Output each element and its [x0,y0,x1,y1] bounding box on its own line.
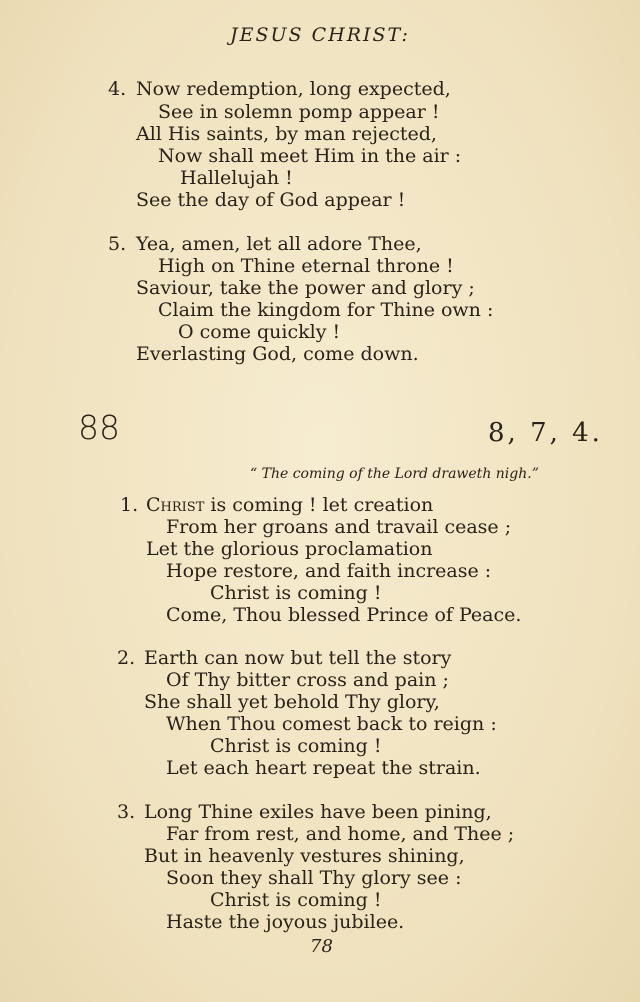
verse-line-first [146,494,433,516]
verse-line: When Thou comest back to reign : [166,713,497,735]
hymn-meter: 8, 7, 4. [488,418,603,448]
hymn-number: 88 [78,408,120,447]
verse-number: 5. [108,233,127,255]
verse-line: Christ is coming ! [210,889,382,911]
verse-number: 3. [117,801,136,823]
verse-line: She shall yet behold Thy glory, [144,691,440,713]
verse-line: Earth can now but tell the story [144,647,452,669]
verse-line: O come quickly ! [178,321,341,343]
verse-line: Now redemption, long expected, [136,78,451,100]
verse-line: Hallelujah ! [180,167,293,189]
verse-line: Yea, amen, let all adore Thee, [136,233,422,255]
verse-line: Christ is coming ! [210,582,382,604]
verse-line: High on Thine eternal throne ! [158,255,454,277]
verse-line: Let each heart repeat the strain. [166,757,481,779]
hymn-epigraph: “ The coming of the Lord draweth nigh.” [250,466,539,482]
verse-line: See the day of God appear ! [136,189,406,211]
verse-number: 1. [120,494,139,516]
verse-line: Hope restore, and faith increase : [166,560,492,582]
verse-line: Let the glorious proclamation [146,538,433,560]
first-word: Christ [146,494,205,516]
verse-line: See in solemn pomp appear ! [158,101,440,123]
running-head: JESUS CHRIST: [230,24,410,46]
verse-line: Long Thine exiles have been pining, [144,801,492,823]
verse-line: Soon they shall Thy glory see : [166,867,462,889]
verse-line: From her groans and travail cease ; [166,516,512,538]
verse-line: Now shall meet Him in the air : [158,145,462,167]
verse-line: But in heavenly vestures shining, [144,845,465,867]
verse-number: 4. [108,78,127,100]
verse-line-rest: is coming ! let creation [204,494,434,516]
verse-line: Come, Thou blessed Prince of Peace. [166,604,522,626]
verse-line: Saviour, take the power and glory ; [136,277,475,299]
verse-line: Far from rest, and home, and Thee ; [166,823,515,845]
verse-number: 2. [117,647,136,669]
page-number: 78 [310,936,333,957]
verse-line: All His saints, by man rejected, [136,123,437,145]
verse-line: Claim the kingdom for Thine own : [158,299,494,321]
verse-line: Of Thy bitter cross and pain ; [166,669,449,691]
verse-line: Christ is coming ! [210,735,382,757]
verse-line: Haste the joyous jubilee. [166,911,405,933]
verse-line: Everlasting God, come down. [136,343,419,365]
